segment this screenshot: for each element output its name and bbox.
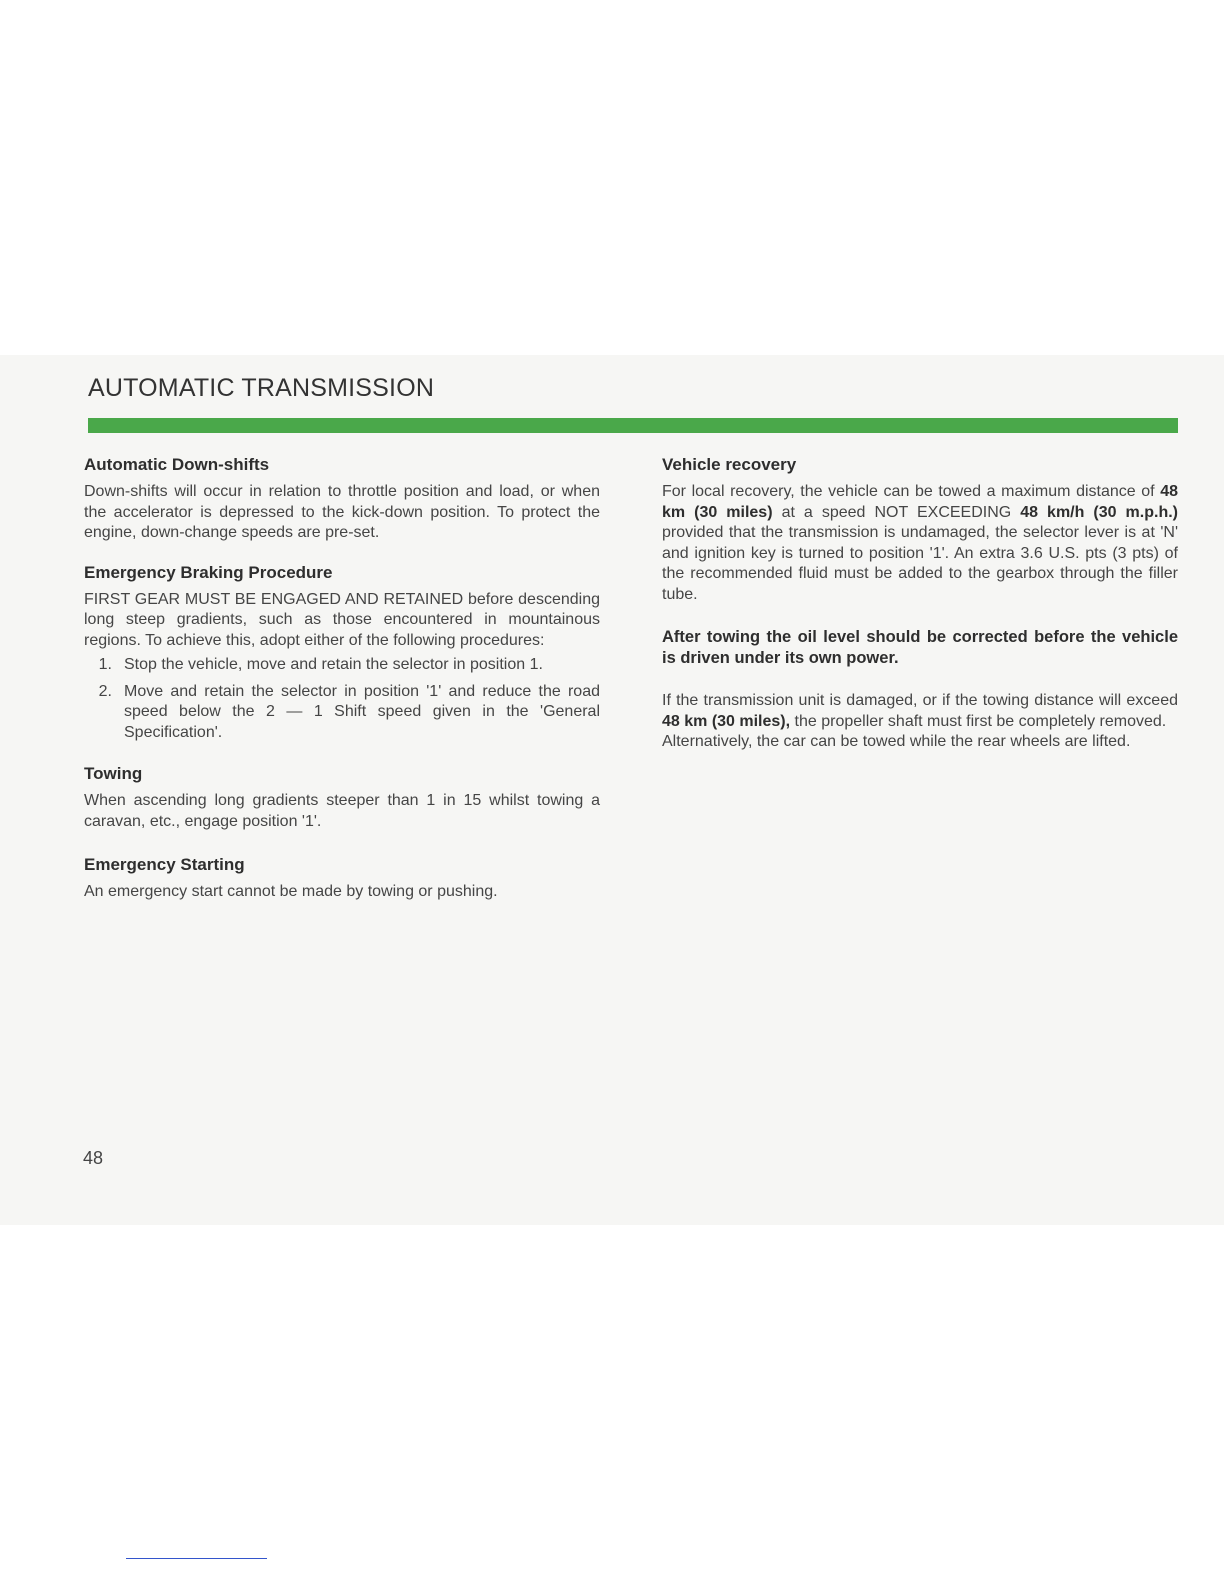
right-column [662, 454, 1178, 753]
damaged-unit-text [662, 691, 1178, 732]
emergency-starting-text: An emergency start cannot be made by towing or pushing. [84, 883, 498, 900]
section-downshifts [84, 454, 600, 544]
vehicle-recovery-text [662, 482, 1178, 605]
page-title: AUTOMATIC TRANSMISSION [88, 374, 435, 402]
recovery-text-part: provided that the transmission is undamaged, the selector lever is at 'N' and ignition key is turned to position '1'. An extra 3.6 U.S. pts (3 pts) of the recommended fluid must be added to the gearbox through the filler tube. [662, 524, 1178, 603]
title-rule [88, 418, 1178, 433]
towing-heading: Towing [84, 764, 143, 783]
alternative-text: Alternatively, the car can be towed while the rear wheels are lifted. [662, 733, 1131, 750]
damaged-distance: 48 km (30 miles), [662, 712, 791, 730]
recovery-text-part: For local recovery, the vehicle can be towed a maximum distance of [662, 483, 1161, 500]
towing-text: When ascending long gradients steeper than 1 in 15 whilst towing a caravan, etc., engage position '1'. [84, 792, 600, 830]
emergency-braking-text: FIRST GEAR MUST BE ENGAGED AND RETAINED before descending long steep gradients, such as those encountered in mountainous regions. To achieve this, adopt either of the following procedures: [84, 590, 600, 649]
vehicle-recovery-heading: Vehicle recovery [662, 455, 797, 474]
emergency-starting-heading: Emergency Starting [84, 855, 245, 874]
oil-level-note: After towing the oil level should be corrected before the vehicle is driven under its own power. [662, 628, 1178, 667]
damaged-text-part: the propeller shaft must first be completely removed. [790, 712, 1167, 730]
page-number: 48 [83, 1148, 104, 1168]
recovery-distance: 48 km (30 miles) [662, 483, 1178, 521]
procedure-number: 1. [98, 656, 112, 673]
section-towing [84, 763, 600, 832]
section-emergency-starting [84, 854, 600, 903]
emergency-braking-heading: Emergency Braking Procedure [84, 562, 333, 582]
procedure-text: Move and retain the selector in position '1' and reduce the road speed below the 2 — 1 Shift speed given in the 'General Specification'. [124, 682, 600, 741]
procedure-number: 2. [98, 682, 112, 700]
downshifts-heading: Automatic Down-shifts [84, 455, 270, 474]
left-column [84, 454, 600, 903]
procedure-item [84, 655, 600, 676]
section-emergency-braking [84, 562, 600, 744]
section-vehicle-recovery [662, 454, 1178, 753]
procedure-item [84, 682, 600, 744]
recovery-text-part: at a speed NOT EXCEEDING [772, 503, 1021, 521]
bottom-rule [126, 1558, 267, 1559]
downshifts-text: Down-shifts will occur in relation to throttle position and load, or when the accelerator is depressed to the kick-down position. To protect the engine, down-change speeds are pre-set. [84, 483, 600, 541]
procedure-text: Stop the vehicle, move and retain the selector in position 1. [124, 656, 543, 673]
procedure-list [84, 655, 600, 743]
damaged-text-part: If the transmission unit is damaged, or if the towing distance will exceed [662, 692, 1178, 709]
recovery-speed: 48 km/h (30 m.p.h.) [1020, 503, 1178, 521]
